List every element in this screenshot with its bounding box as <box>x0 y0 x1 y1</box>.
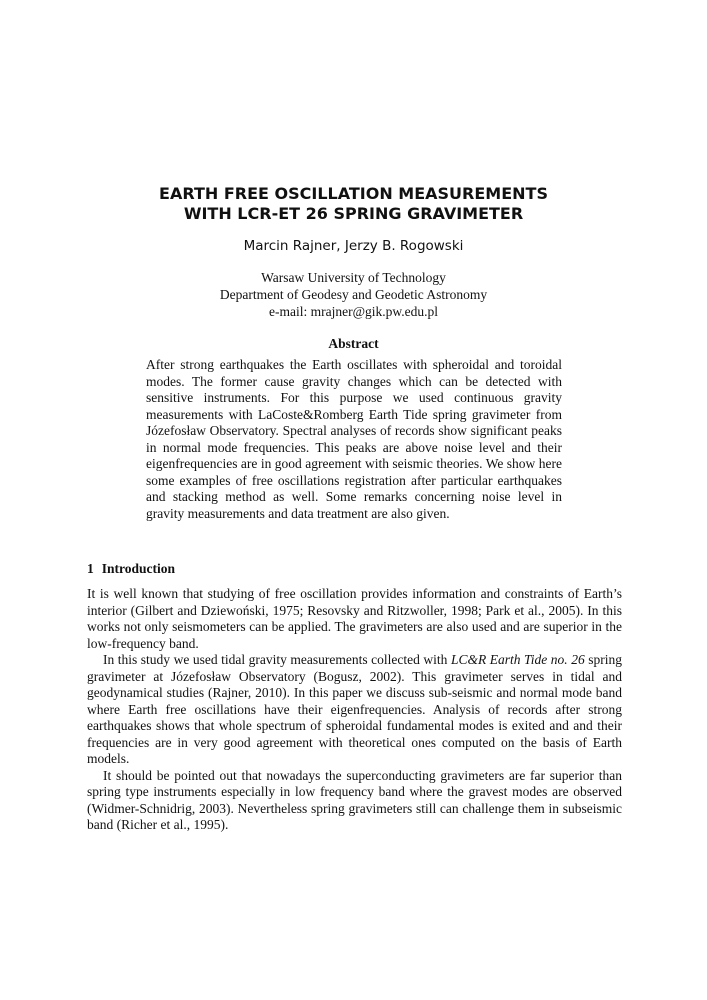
paper-title <box>0 184 707 224</box>
section-title: Introduction <box>101 561 176 576</box>
affiliation-block <box>0 269 707 320</box>
section-heading <box>87 560 175 577</box>
title-line-1: EARTH FREE OSCILLATION MEASUREMENTS <box>159 184 548 203</box>
instrument-name: LC&R Earth Tide no. 26 <box>450 652 585 667</box>
paragraph-1: It is well known that studying of free oscillation provides information and constraints of Earth’s interior (Gilbert and Dziewoński, 1975; Resovsky and Ritzwoller, 1998; Park et al., 2005). In this works not only seismometers can be applied. The gravimeters are also used and are superior in the low-frequency band. <box>87 586 622 651</box>
abstract-heading: Abstract <box>328 336 379 351</box>
paragraph-2-lead: In this study we used tidal gravity measurements collected with <box>103 652 451 667</box>
title-line-2: WITH LCR-ET 26 SPRING GRAVIMETER <box>183 204 524 223</box>
paragraph-3: It should be pointed out that nowadays the superconducting gravimeters are far superior than spring type instruments especially in low frequency band where the gravest modes are observed (Widmer-Schnidrig, 2003). Nevertheless spring gravimeters still can challenge them in subseismic band (Richer et al., 1995). <box>87 767 622 832</box>
section-body <box>87 586 622 834</box>
affiliation-department: Department of Geodesy and Geodetic Astronomy <box>219 287 488 302</box>
affiliation-institution: Warsaw University of Technology <box>261 270 446 285</box>
section-number: 1 <box>87 561 94 576</box>
author-list: Marcin Rajner, Jerzy B. Rogowski <box>243 238 464 254</box>
abstract-text: After strong earthquakes the Earth oscillates with spheroidal and toroidal modes. The former cause gravity changes which can be detected with sensitive instruments. For this purpose we used continuous gravity measurements with LaCoste&Romberg Earth Tide spring gravimeter from Józefosław Observatory. Spectral analyses of records show significant peaks in normal mode frequencies. This peaks are above noise level and their eigenfrequencies are in good agreement with seismic theories. We show here some examples of free oscillations registration after particular earthquakes and stacking method as well. Some remarks concerning noise level in gravity measurements and data treatment are also given. <box>146 357 562 521</box>
paragraph-2-rest: spring gravimeter at Józefosław Observatory (Bogusz, 2002). This gravimeter serves in tidal and geodynamical studies (Rajner, 2010). In this paper we discuss sub-seismic and normal mode band where Earth free oscillations have their eigenfrequencies. Analysis of records after strong earthquakes shows that whole spectrum of spheroidal fundamental modes is exited and and their frequencies are in very good agreement with theoretical ones computed on the basis of Earth models. <box>87 652 622 766</box>
affiliation-email: e-mail: mrajner@gik.pw.edu.pl <box>268 304 438 319</box>
paragraph-2 <box>87 652 622 768</box>
